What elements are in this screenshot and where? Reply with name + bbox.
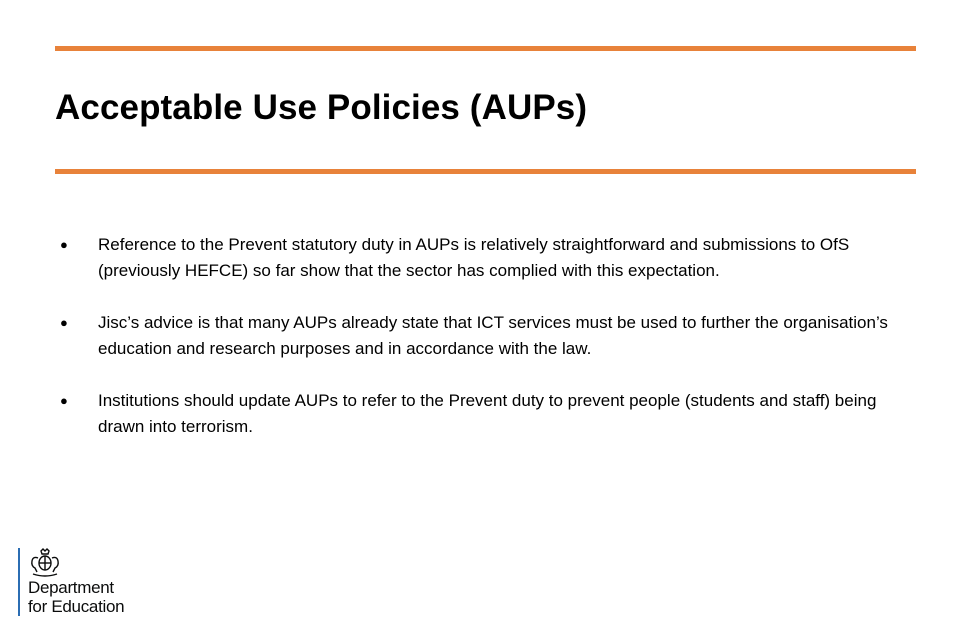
bullet-dot-icon: ●: [60, 393, 68, 408]
bullet-text: Jisc’s advice is that many AUPs already state that ICT services must be used to further the organisation’s education and research purposes and in accordance with the law.: [98, 313, 888, 358]
bullet-dot-icon: ●: [60, 315, 68, 330]
dfe-logo: [18, 548, 124, 616]
bullet-text: Institutions should update AUPs to refer to the Prevent duty to prevent people (students and staff) being drawn into terrorism.: [98, 391, 877, 436]
slide-title: Acceptable Use Policies (AUPs): [55, 88, 588, 127]
bullet-dot-icon: ●: [60, 237, 68, 252]
bullet-text: Reference to the Prevent statutory duty in AUPs is relatively straightforward and submissions to OfS (previously HEFCE) so far show that the sector has complied with this expectation.: [98, 235, 850, 280]
logo-line-2: for Education: [28, 597, 125, 616]
bullet-list: [60, 232, 910, 466]
logo-line-1: Department: [28, 578, 114, 597]
royal-crest-icon: [28, 548, 62, 578]
list-item: [60, 310, 910, 362]
list-item: [60, 232, 910, 284]
top-accent-rule: [55, 46, 916, 51]
list-item: [60, 388, 910, 440]
bottom-accent-rule: [55, 169, 916, 174]
